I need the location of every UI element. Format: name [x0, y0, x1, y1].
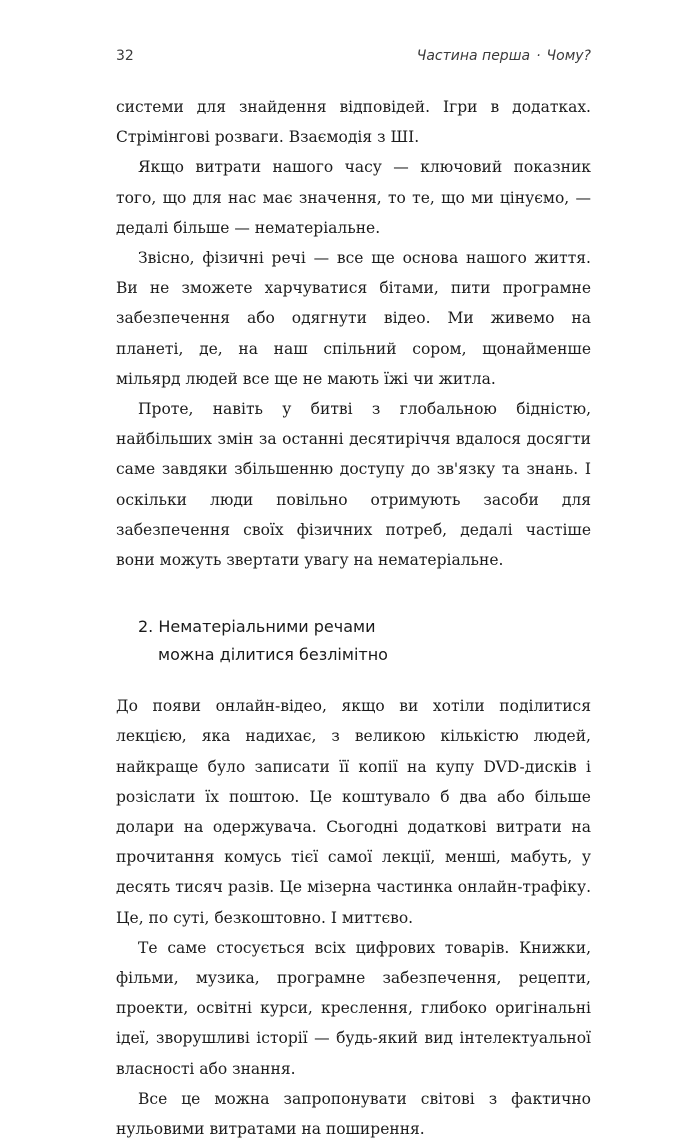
part-title: Частина перша — [416, 48, 531, 64]
body-text — [116, 92, 591, 1144]
title-separator: · — [536, 48, 541, 64]
paragraph: Звісно, фізичні речі — все ще основа нашого життя. Ви не зможете харчуватися бітами, пити програмне забезпечення або одягнути відео. Ми живемо на планеті, де, на наш спільний сором, щонайменше мільярд людей все ще не мають їжі чи житла. — [116, 249, 591, 388]
paragraph: Те саме стосується всіх цифрових товарів. Книжки, фільми, музика, програмне забезпечення, рецепти, проекти, освітні курси, креслення, глибоко оригінальні ідеї, зворушливі історії — будь-який вид інтелектуальної власності або знання. — [116, 938, 591, 1078]
chapter-title: Чому? — [546, 48, 591, 64]
section-heading-line1: 2. Нематеріальними речами — [138, 617, 376, 637]
running-header — [116, 48, 591, 72]
paragraph: Все це можна запропонувати світові з фактично нульовими витратами на поширення. — [116, 1089, 591, 1139]
running-title — [417, 48, 591, 64]
paragraph: Якщо витрати нашого часу — ключовий показник того, що для нас має значення, то те, що ми цінуємо, — дедалі більше — нематеріальне. — [116, 158, 591, 237]
section-heading — [138, 613, 591, 669]
paragraph: До появи онлайн-відео, якщо ви хотіли поділитися лекцією, яка надихає, з великою кількістю людей, найкраще було записати її копії на купу DVD-дисків і розіслати їх поштою. Це коштувало б два або більше долари на одержувача. Сьогодні додаткові витрати на прочитання комусь тієї самої лекції, менші, мабуть, у десять тисяч разів. Це мізерна частинка онлайн-трафіку. Це, по суті, безкоштовно. І миттєво. — [116, 697, 591, 927]
section-heading-line2: можна ділитися безлімітно — [158, 645, 388, 665]
paragraph: системи для знайдення відповідей. Ігри в додатках. Стрімінгові розваги. Взаємодія з ШІ. — [116, 98, 591, 147]
paragraph: Проте, навіть у битві з глобальною бідністю, найбільших змін за останні десятиріччя вдалося досягти саме завдяки збільшенню доступу до зв'язку та знань. І оскільки люди повільно отримують засоби для забезпечення своїх фізичних потреб, дедалі частіше вони можуть звертати увагу на нематеріальне. — [116, 400, 591, 570]
page-number: 32 — [116, 48, 134, 64]
